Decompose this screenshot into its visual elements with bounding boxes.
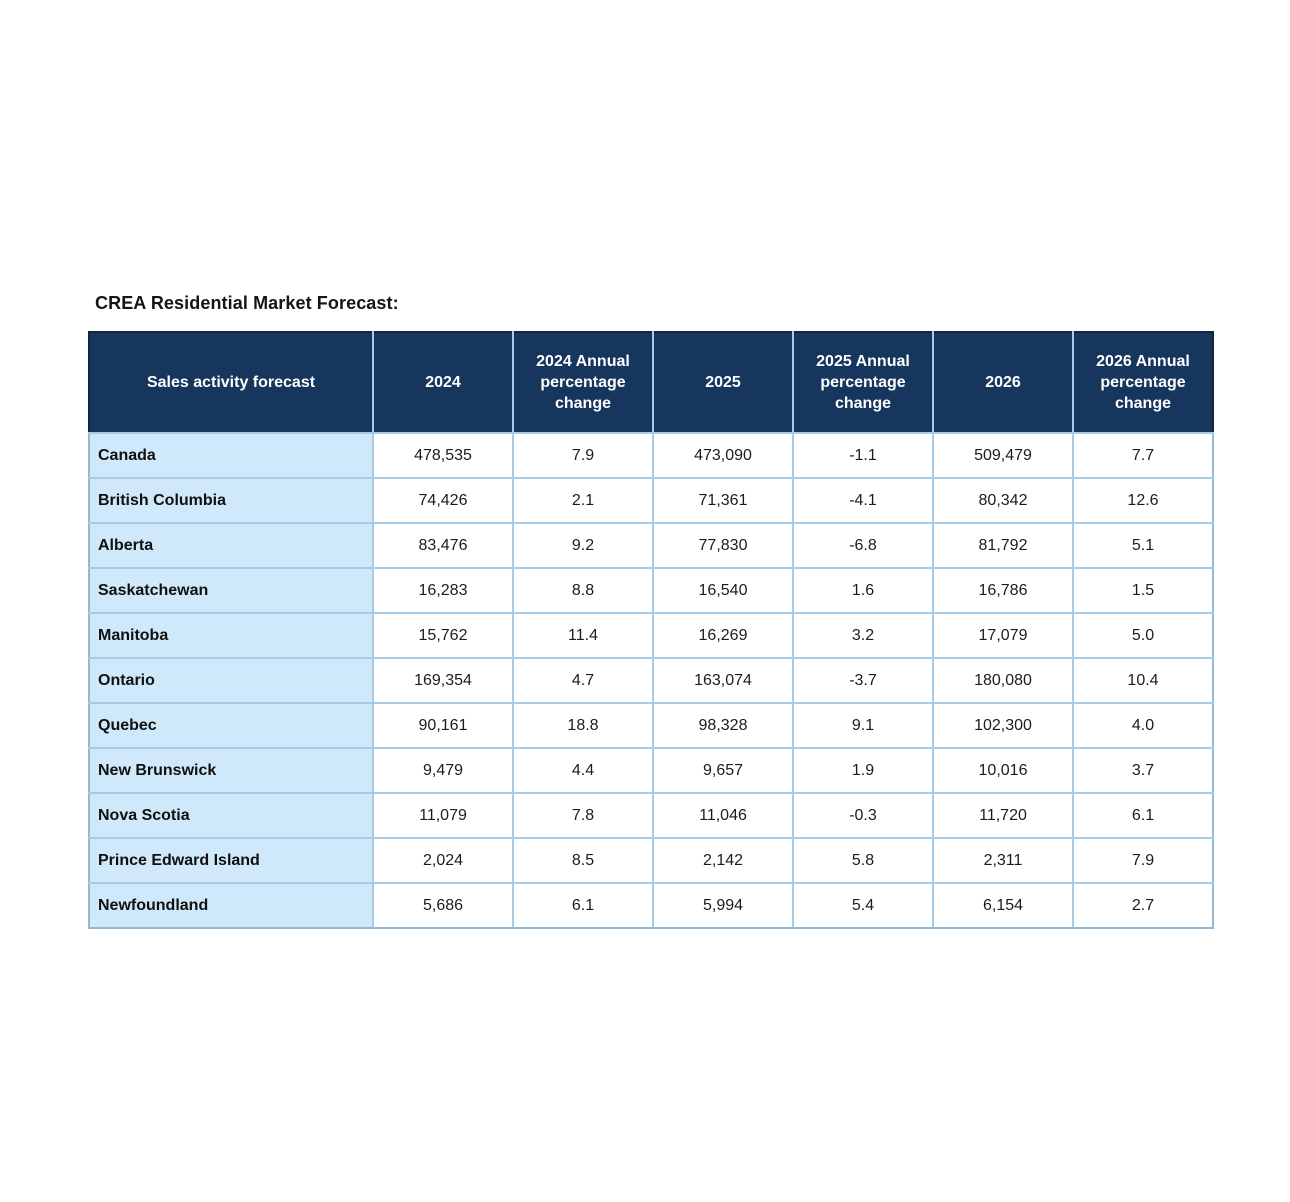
cell: 5.0 <box>1073 613 1213 658</box>
row-label: Alberta <box>89 523 373 568</box>
cell: 6,154 <box>933 883 1073 928</box>
forecast-table <box>88 331 1214 929</box>
cell: 9.1 <box>793 703 933 748</box>
cell: 1.6 <box>793 568 933 613</box>
cell: -3.7 <box>793 658 933 703</box>
cell: 11,046 <box>653 793 793 838</box>
cell: 6.1 <box>513 883 653 928</box>
table-row-manitoba <box>89 613 1213 658</box>
row-label: Canada <box>89 433 373 478</box>
table-row-ontario <box>89 658 1213 703</box>
table-row-nova-scotia <box>89 793 1213 838</box>
table-header <box>89 332 1213 433</box>
cell: 3.7 <box>1073 748 1213 793</box>
cell: 90,161 <box>373 703 513 748</box>
cell: -1.1 <box>793 433 933 478</box>
cell: 4.7 <box>513 658 653 703</box>
cell: 17,079 <box>933 613 1073 658</box>
row-label: New Brunswick <box>89 748 373 793</box>
cell: 2,024 <box>373 838 513 883</box>
cell: 478,535 <box>373 433 513 478</box>
cell: 11.4 <box>513 613 653 658</box>
cell: 169,354 <box>373 658 513 703</box>
cell: 80,342 <box>933 478 1073 523</box>
cell: 163,074 <box>653 658 793 703</box>
cell: -4.1 <box>793 478 933 523</box>
row-label: Nova Scotia <box>89 793 373 838</box>
cell: 74,426 <box>373 478 513 523</box>
cell: 180,080 <box>933 658 1073 703</box>
cell: 102,300 <box>933 703 1073 748</box>
cell: 7.9 <box>513 433 653 478</box>
cell: 5,994 <box>653 883 793 928</box>
table-row-newfoundland <box>89 883 1213 928</box>
cell: 18.8 <box>513 703 653 748</box>
cell: 7.9 <box>1073 838 1213 883</box>
cell: 2,142 <box>653 838 793 883</box>
cell: 10.4 <box>1073 658 1213 703</box>
cell: 8.8 <box>513 568 653 613</box>
cell: 6.1 <box>1073 793 1213 838</box>
cell: 5.4 <box>793 883 933 928</box>
column-header-2025-pct-change: 2025 Annual percentage change <box>793 332 933 433</box>
page-title: CREA Residential Market Forecast: <box>95 293 399 313</box>
table-row-prince-edward-island <box>89 838 1213 883</box>
cell: 1.9 <box>793 748 933 793</box>
cell: 5.1 <box>1073 523 1213 568</box>
row-label: Saskatchewan <box>89 568 373 613</box>
table-row-new-brunswick <box>89 748 1213 793</box>
column-header-2024-pct-change: 2024 Annual percentage change <box>513 332 653 433</box>
column-header-2026: 2026 <box>933 332 1073 433</box>
cell: 16,786 <box>933 568 1073 613</box>
cell: 5.8 <box>793 838 933 883</box>
cell: 473,090 <box>653 433 793 478</box>
cell: 7.8 <box>513 793 653 838</box>
column-header-2026-pct-change: 2026 Annual percentage change <box>1073 332 1213 433</box>
cell: 3.2 <box>793 613 933 658</box>
cell: 2.7 <box>1073 883 1213 928</box>
cell: 2.1 <box>513 478 653 523</box>
cell: -0.3 <box>793 793 933 838</box>
cell: -6.8 <box>793 523 933 568</box>
cell: 2,311 <box>933 838 1073 883</box>
cell: 98,328 <box>653 703 793 748</box>
cell: 9,657 <box>653 748 793 793</box>
row-label: British Columbia <box>89 478 373 523</box>
cell: 9,479 <box>373 748 513 793</box>
row-label: Ontario <box>89 658 373 703</box>
cell: 81,792 <box>933 523 1073 568</box>
cell: 71,361 <box>653 478 793 523</box>
cell: 16,540 <box>653 568 793 613</box>
table-row-quebec <box>89 703 1213 748</box>
cell: 7.7 <box>1073 433 1213 478</box>
cell: 1.5 <box>1073 568 1213 613</box>
row-label: Prince Edward Island <box>89 838 373 883</box>
table-row-canada <box>89 433 1213 478</box>
column-header-2024: 2024 <box>373 332 513 433</box>
table-row-saskatchewan <box>89 568 1213 613</box>
cell: 83,476 <box>373 523 513 568</box>
cell: 11,720 <box>933 793 1073 838</box>
cell: 11,079 <box>373 793 513 838</box>
forecast-table-container <box>88 331 1214 929</box>
cell: 4.0 <box>1073 703 1213 748</box>
row-label: Quebec <box>89 703 373 748</box>
cell: 5,686 <box>373 883 513 928</box>
cell: 9.2 <box>513 523 653 568</box>
cell: 16,269 <box>653 613 793 658</box>
row-label: Manitoba <box>89 613 373 658</box>
cell: 16,283 <box>373 568 513 613</box>
table-row-british-columbia <box>89 478 1213 523</box>
cell: 10,016 <box>933 748 1073 793</box>
column-header-2025: 2025 <box>653 332 793 433</box>
table-row-alberta <box>89 523 1213 568</box>
cell: 77,830 <box>653 523 793 568</box>
cell: 4.4 <box>513 748 653 793</box>
table-body <box>89 433 1213 928</box>
cell: 12.6 <box>1073 478 1213 523</box>
row-label: Newfoundland <box>89 883 373 928</box>
column-header-sales-activity: Sales activity forecast <box>89 332 373 433</box>
header-row <box>89 332 1213 433</box>
cell: 509,479 <box>933 433 1073 478</box>
cell: 15,762 <box>373 613 513 658</box>
cell: 8.5 <box>513 838 653 883</box>
